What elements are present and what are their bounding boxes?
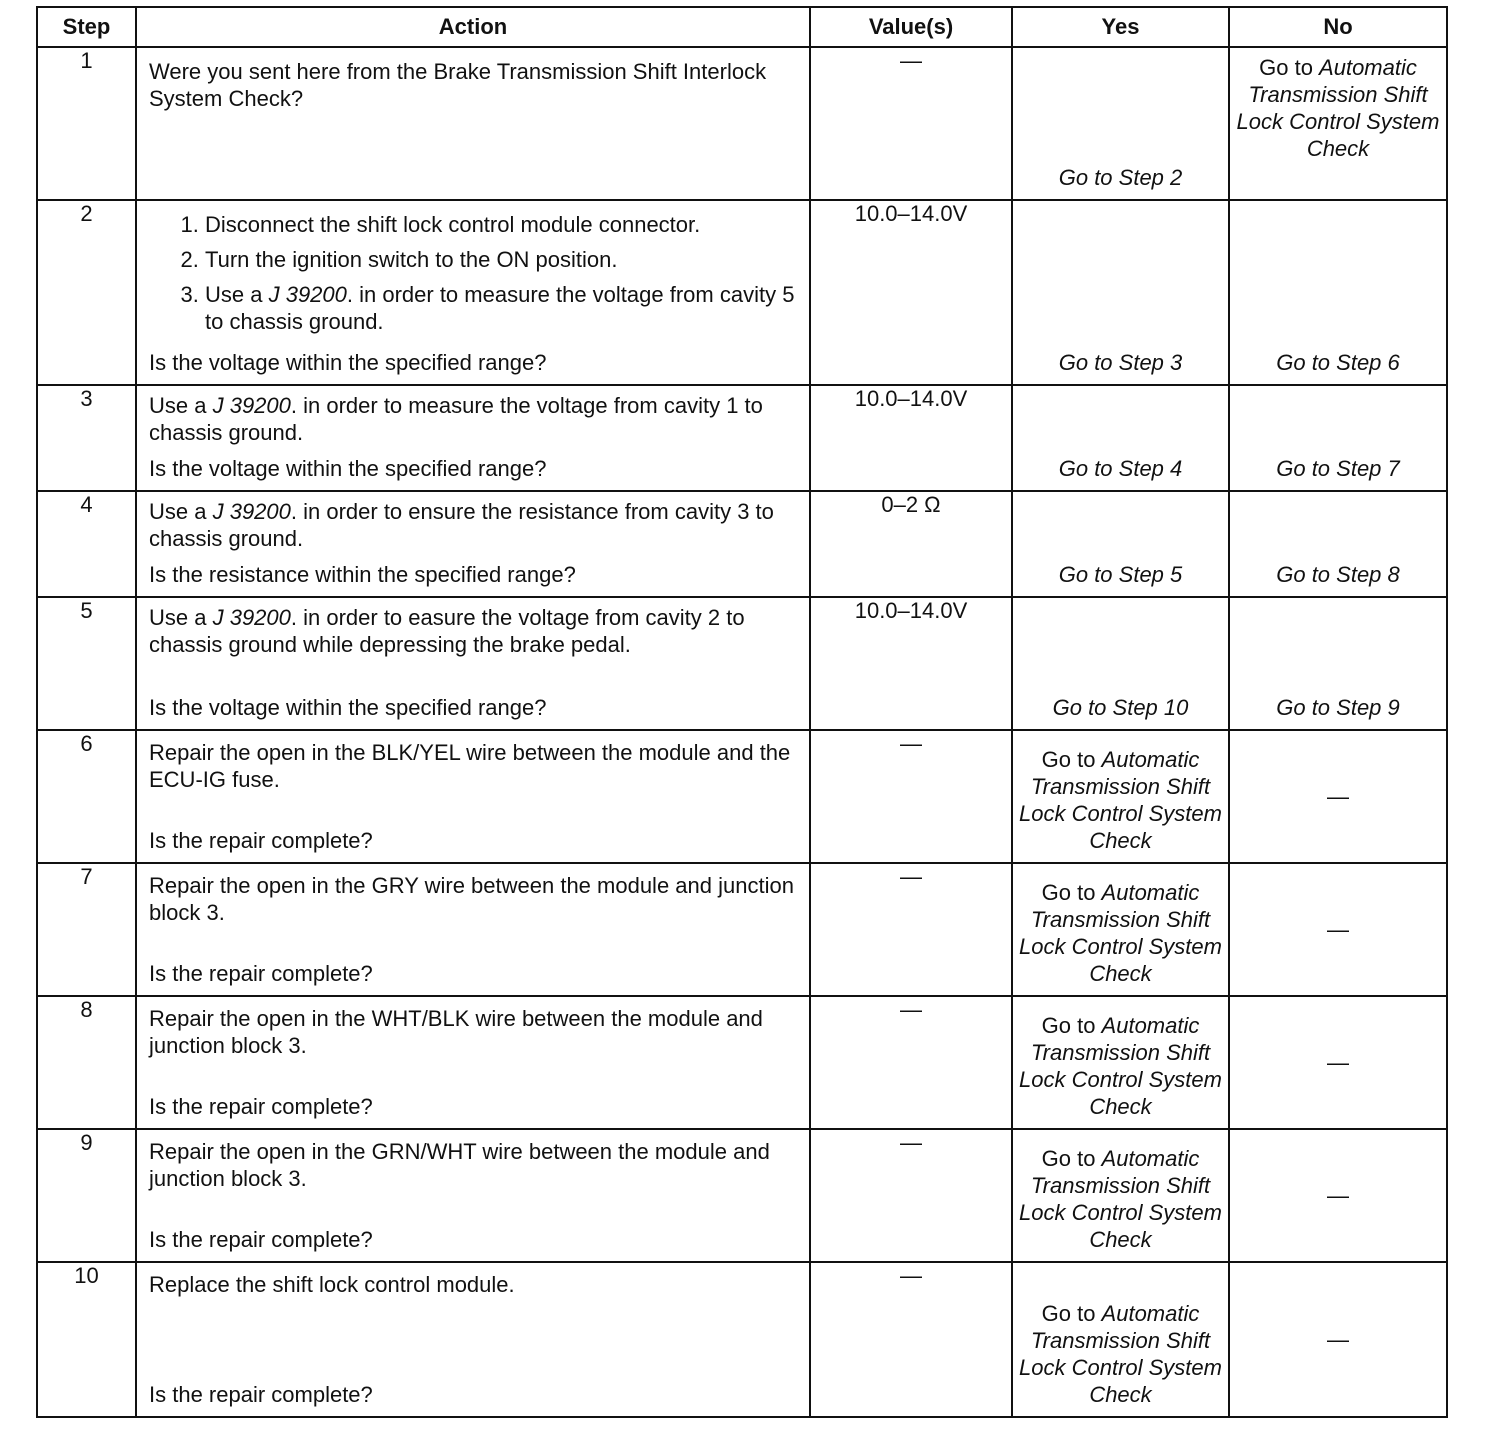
no-cell <box>1229 200 1447 385</box>
yes-goto: Go to Automatic Transmission Shift Lock Control System Check <box>1019 1146 1222 1252</box>
table-row <box>37 47 1447 200</box>
tool-reference: J 39200 <box>212 393 291 418</box>
no-goto: Go to Step 8 <box>1276 562 1400 587</box>
table-row <box>37 385 1447 491</box>
action-text: Use a J 39200. in order to measure the voltage from cavity 1 to chassis ground. <box>149 393 763 445</box>
action-cell <box>136 730 810 863</box>
yes-cell <box>1012 385 1229 491</box>
step-number: 3 <box>37 385 136 491</box>
tool-reference: J 39200 <box>268 282 347 307</box>
header-values: Value(s) <box>810 7 1012 47</box>
no-cell <box>1229 730 1447 863</box>
value-cell: 0–2 Ω <box>810 491 1012 597</box>
no-cell <box>1229 47 1447 200</box>
action-question: Is the repair complete? <box>149 828 373 853</box>
action-question: Is the voltage within the specified range? <box>149 695 547 720</box>
action-step: 2. Turn the ignition switch to the ON position. <box>205 246 799 273</box>
no-cell <box>1229 491 1447 597</box>
action-question: Is the voltage within the specified range? <box>149 350 547 375</box>
action-text: Use a J 39200. in order to easure the voltage from cavity 2 to chassis ground while depressing the brake pedal. <box>149 605 745 657</box>
table-row <box>37 1129 1447 1262</box>
table-row <box>37 491 1447 597</box>
value-cell: — <box>810 1129 1012 1262</box>
step-number: 8 <box>37 996 136 1129</box>
step-number: 9 <box>37 1129 136 1262</box>
action-cell <box>136 597 810 730</box>
no-cell <box>1229 996 1447 1129</box>
header-action: Action <box>136 7 810 47</box>
no-goto: — <box>1327 1327 1349 1352</box>
yes-cell <box>1012 1262 1229 1417</box>
action-cell <box>136 47 810 200</box>
action-steps-list <box>149 211 799 339</box>
no-goto: Go to Step 9 <box>1276 695 1400 720</box>
yes-goto: Go to Automatic Transmission Shift Lock Control System Check <box>1019 1013 1222 1119</box>
step-number: 1 <box>37 47 136 200</box>
table-row <box>37 1262 1447 1417</box>
action-question: Is the repair complete? <box>149 961 373 986</box>
action-text: Repair the open in the GRN/WHT wire between the module and junction block 3. <box>149 1139 770 1191</box>
action-cell <box>136 385 810 491</box>
action-question: Is the voltage within the specified range? <box>149 456 547 481</box>
action-text: Use a J 39200. in order to ensure the resistance from cavity 3 to chassis ground. <box>149 499 774 551</box>
yes-cell <box>1012 1129 1229 1262</box>
step-number: 10 <box>37 1262 136 1417</box>
action-cell <box>136 200 810 385</box>
yes-cell <box>1012 200 1229 385</box>
yes-goto: Go to Step 10 <box>1052 695 1189 720</box>
header-step: Step <box>37 7 136 47</box>
value-cell: 10.0–14.0V <box>810 597 1012 730</box>
header-row <box>37 7 1447 47</box>
value-cell: — <box>810 996 1012 1129</box>
tool-reference: J 39200 <box>212 605 291 630</box>
yes-goto: Go to Automatic Transmission Shift Lock Control System Check <box>1019 880 1222 986</box>
yes-cell <box>1012 491 1229 597</box>
table-row <box>37 996 1447 1129</box>
table-row <box>37 597 1447 730</box>
action-question: Is the repair complete? <box>149 1382 373 1407</box>
action-cell <box>136 996 810 1129</box>
no-cell <box>1229 385 1447 491</box>
action-question: Is the repair complete? <box>149 1094 373 1119</box>
diagnostic-table <box>36 6 1448 1418</box>
yes-goto: Go to Step 2 <box>1058 165 1183 190</box>
value-cell: — <box>810 863 1012 996</box>
step-number: 7 <box>37 863 136 996</box>
yes-goto: Go to Automatic Transmission Shift Lock Control System Check <box>1019 747 1222 853</box>
yes-cell <box>1012 597 1229 730</box>
step-number: 4 <box>37 491 136 597</box>
value-cell: 10.0–14.0V <box>810 200 1012 385</box>
no-goto: — <box>1327 917 1349 942</box>
action-question: Is the resistance within the specified range? <box>149 562 576 587</box>
value-cell: 10.0–14.0V <box>810 385 1012 491</box>
action-cell <box>136 1262 810 1417</box>
value-cell: — <box>810 730 1012 863</box>
action-cell <box>136 863 810 996</box>
action-step: 1. Disconnect the shift lock control module connector. <box>205 211 799 238</box>
table-row <box>37 730 1447 863</box>
action-text: Repair the open in the GRY wire between the module and junction block 3. <box>149 873 794 925</box>
table-row <box>37 863 1447 996</box>
action-step: 3. Use a J 39200. in order to measure the voltage from cavity 5 to chassis ground. <box>205 281 799 335</box>
no-cell <box>1229 1262 1447 1417</box>
no-goto: — <box>1327 784 1349 809</box>
value-cell: — <box>810 47 1012 200</box>
action-cell <box>136 491 810 597</box>
action-text: Were you sent here from the Brake Transmission Shift Interlock System Check? <box>149 59 767 111</box>
table-row <box>37 200 1447 385</box>
action-cell <box>136 1129 810 1262</box>
no-cell <box>1229 863 1447 996</box>
no-goto: Go to Step 6 <box>1276 350 1400 375</box>
action-text: Replace the shift lock control module. <box>149 1272 515 1297</box>
yes-cell <box>1012 996 1229 1129</box>
no-goto: — <box>1327 1050 1349 1075</box>
yes-goto: Go to Automatic Transmission Shift Lock Control System Check <box>1019 1301 1222 1407</box>
yes-cell <box>1012 730 1229 863</box>
step-number: 5 <box>37 597 136 730</box>
no-cell <box>1229 1129 1447 1262</box>
yes-goto: Go to Step 4 <box>1058 456 1183 481</box>
yes-cell <box>1012 863 1229 996</box>
header-yes: Yes <box>1012 7 1229 47</box>
action-text: Repair the open in the BLK/YEL wire between the module and the ECU-IG fuse. <box>149 740 791 792</box>
yes-goto: Go to Step 5 <box>1058 562 1183 587</box>
no-goto: Go to Automatic Transmission Shift Lock Control System Check <box>1236 55 1440 161</box>
action-question: Is the repair complete? <box>149 1227 373 1252</box>
step-number: 2 <box>37 200 136 385</box>
yes-cell <box>1012 47 1229 200</box>
value-cell: — <box>810 1262 1012 1417</box>
no-goto: — <box>1327 1183 1349 1208</box>
no-goto: Go to Step 7 <box>1276 456 1400 481</box>
step-number: 6 <box>37 730 136 863</box>
action-text: Repair the open in the WHT/BLK wire between the module and junction block 3. <box>149 1006 763 1058</box>
tool-reference: J 39200 <box>212 499 291 524</box>
header-no: No <box>1229 7 1447 47</box>
no-cell <box>1229 597 1447 730</box>
yes-goto: Go to Step 3 <box>1058 350 1183 375</box>
